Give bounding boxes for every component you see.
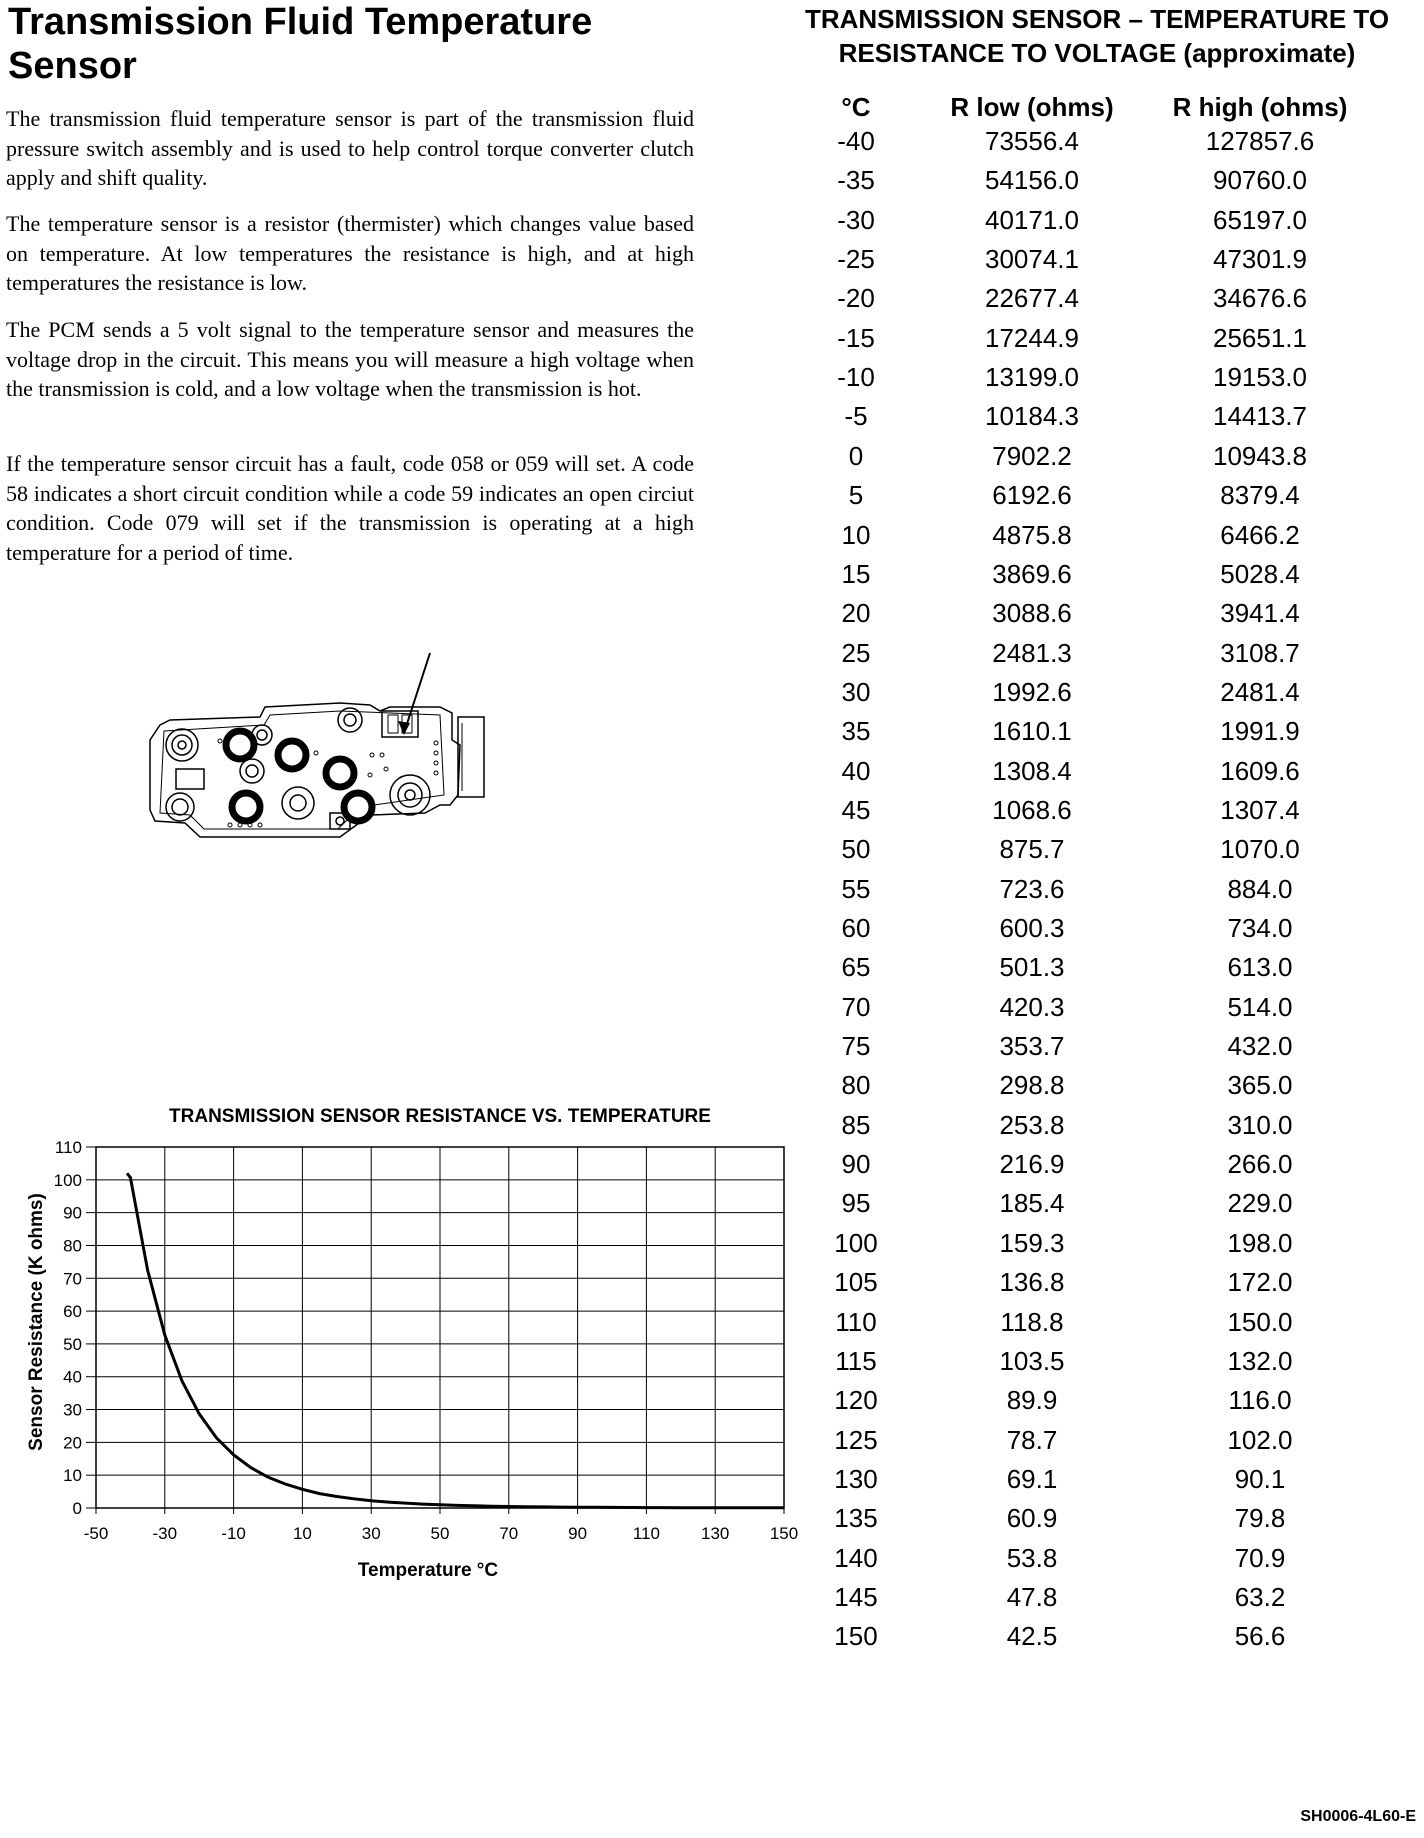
- table-cell-temperature: 10: [841, 519, 871, 550]
- table-cell-temperature: 45: [841, 794, 871, 825]
- table-cell-temperature: 125: [834, 1424, 878, 1455]
- table-cell-r-low: 1992.6: [992, 676, 1072, 707]
- table-cell-temperature: -15: [837, 322, 875, 353]
- table-cell-r-low: 69.1: [1006, 1463, 1058, 1494]
- table-cell-r-high: 1609.6: [1220, 755, 1300, 786]
- table-cell-temperature: -30: [837, 204, 875, 235]
- y-tick-label: 80: [63, 1236, 82, 1256]
- table-cell-r-high: 132.0: [1227, 1345, 1293, 1376]
- table-cell-r-high: 365.0: [1227, 1070, 1293, 1101]
- table-cell-r-high: 25651.1: [1213, 322, 1307, 353]
- table-cell-r-high: 14413.7: [1213, 401, 1307, 432]
- table-cell-r-high: 150.0: [1227, 1306, 1293, 1337]
- x-tick-label: 90: [568, 1524, 588, 1543]
- table-cell-r-high: 8379.4: [1220, 480, 1300, 511]
- table-cell-temperature: 35: [841, 716, 871, 747]
- table-cell-temperature: -10: [837, 362, 875, 393]
- table-cell-r-high: 63.2: [1234, 1581, 1286, 1612]
- x-tick-label: 10: [292, 1524, 312, 1543]
- table-cell-temperature: 135: [834, 1503, 878, 1534]
- table-cell-r-low: 136.8: [999, 1267, 1065, 1298]
- fault-codes-paragraph: If the temperature sensor circuit has a fault, code 058 or 059 will set. A code 58 indicates a short circuit condition while a code 59 indicates an open circiut condition. Code 079 will set if the transmission is operating at a high temperature for a period of time.: [6, 451, 694, 565]
- x-tick-label: -10: [221, 1524, 246, 1543]
- table-cell-r-low: 1610.1: [992, 716, 1072, 747]
- table-heading-line-2: RESISTANCE TO VOLTAGE (approximate): [838, 38, 1356, 68]
- table-cell-r-high: 90.1: [1234, 1463, 1286, 1494]
- table-cell-r-low: 875.7: [999, 834, 1065, 865]
- table-cell-r-high: 102.0: [1227, 1424, 1293, 1455]
- table-cell-temperature: 80: [841, 1070, 871, 1101]
- x-tick-label: 110: [632, 1524, 660, 1543]
- table-cell-r-low: 13199.0: [985, 362, 1079, 393]
- table-cell-temperature: 5: [848, 480, 864, 511]
- y-tick-label: 90: [63, 1203, 82, 1223]
- table-cell-temperature: 15: [841, 558, 871, 589]
- table-cell-temperature: -35: [837, 165, 875, 196]
- column-header-r-low: R low (ohms): [950, 92, 1114, 122]
- chart-title: TRANSMISSION SENSOR RESISTANCE VS. TEMPERATURE: [169, 1106, 711, 1127]
- x-tick-label: 130: [701, 1524, 730, 1543]
- y-tick-label: 0: [72, 1499, 82, 1518]
- y-tick-label: 40: [63, 1367, 82, 1387]
- table-cell-r-high: 1070.0: [1220, 834, 1300, 865]
- table-cell-r-high: 734.0: [1227, 913, 1293, 943]
- table-cell-r-high: 47301.9: [1213, 244, 1307, 275]
- y-tick-label: 20: [63, 1433, 82, 1453]
- column-header-temperature: °C: [841, 92, 871, 122]
- table-cell-r-low: 10184.3: [985, 401, 1079, 432]
- table-cell-temperature: 70: [841, 991, 871, 1022]
- pcm-signal-paragraph: The PCM sends a 5 volt signal to the temperature sensor and measures the voltage drop in the circuit. This means you will measure a high voltage when the transmission is cold, and a low voltage when the transmission is hot.: [6, 317, 694, 401]
- table-cell-temperature: 55: [841, 873, 871, 904]
- table-cell-r-high: 116.0: [1228, 1385, 1292, 1416]
- table-cell-r-high: 310.0: [1227, 1109, 1293, 1140]
- table-cell-r-low: 54156.0: [985, 165, 1079, 196]
- table-cell-temperature: 90: [841, 1149, 871, 1180]
- table-cell-r-high: 79.8: [1234, 1503, 1286, 1534]
- table-cell-r-high: 10943.8: [1213, 440, 1307, 471]
- table-cell-temperature: 130: [834, 1463, 878, 1494]
- footer-code: SH0006-4L60-E: [1300, 1808, 1416, 1825]
- table-cell-temperature: 30: [841, 676, 871, 707]
- thermistor-paragraph: The temperature sensor is a resistor (thermister) which changes value based on temperature. At low temperatures the resistance is high, and at high temperatures the resistance is low.: [6, 211, 694, 295]
- table-cell-temperature: 105: [834, 1267, 878, 1298]
- table-cell-r-low: 723.6: [999, 873, 1065, 904]
- table-cell-r-low: 4875.8: [992, 519, 1072, 550]
- table-cell-r-high: 613.0: [1227, 952, 1293, 983]
- x-tick-label: -30: [152, 1524, 178, 1543]
- table-cell-r-high: 432.0: [1227, 1031, 1293, 1062]
- table-cell-temperature: 75: [841, 1031, 871, 1062]
- page-title: Transmission Fluid Temperature Sensor: [8, 1, 593, 87]
- table-cell-temperature: 150: [834, 1621, 878, 1652]
- table-cell-r-low: 6192.6: [992, 480, 1072, 511]
- chart-grid: [96, 1147, 784, 1508]
- table-cell-temperature: -25: [837, 244, 875, 275]
- table-cell-r-low: 2481.3: [992, 637, 1072, 668]
- table-cell-r-high: 3108.7: [1220, 637, 1300, 668]
- table-cell-r-high: 3941.4: [1220, 598, 1300, 629]
- table-cell-r-low: 1068.6: [992, 794, 1072, 825]
- table-cell-temperature: 95: [841, 1188, 871, 1219]
- resistance-temperature-chart: [0, 1130, 820, 1590]
- table-cell-r-high: 34676.6: [1213, 283, 1307, 314]
- table-cell-r-high: 172.0: [1227, 1267, 1293, 1298]
- table-cell-r-high: 56.6: [1234, 1621, 1286, 1652]
- table-cell-temperature: 140: [834, 1542, 878, 1573]
- table-cell-r-low: 118.8: [1000, 1306, 1064, 1337]
- table-cell-r-high: 70.9: [1234, 1542, 1286, 1573]
- table-cell-r-low: 3869.6: [992, 558, 1072, 589]
- x-tick-label: 50: [430, 1524, 450, 1543]
- intro-paragraph: The transmission fluid temperature sensor is part of the transmission fluid pressure switch assembly and is used to help control torque converter clutch apply and shift quality.: [6, 106, 694, 190]
- table-cell-temperature: 25: [841, 637, 871, 668]
- table-cell-r-high: 229.0: [1227, 1188, 1293, 1219]
- table-heading-line-1: TRANSMISSION SENSOR – TEMPERATURE TO: [804, 4, 1390, 34]
- y-tick-label: 60: [63, 1302, 82, 1322]
- table-cell-r-low: 3088.6: [992, 598, 1072, 629]
- table-cell-r-low: 42.5: [1006, 1621, 1058, 1652]
- table-cell-r-low: 353.7: [999, 1031, 1065, 1062]
- table-cell-temperature: 100: [834, 1227, 878, 1258]
- x-tick-label: -50: [83, 1524, 109, 1543]
- table-cell-temperature: -40: [837, 126, 875, 156]
- table-cell-r-low: 600.3: [999, 913, 1065, 943]
- table-cell-r-low: 60.9: [1006, 1503, 1058, 1534]
- table-cell-temperature: 65: [841, 952, 871, 983]
- table-cell-temperature: 50: [841, 834, 871, 865]
- table-cell-r-low: 159.3: [999, 1227, 1065, 1258]
- y-axis-label: Sensor Resistance (K ohms): [26, 1193, 47, 1451]
- table-cell-r-high: 90760.0: [1213, 165, 1307, 196]
- table-cell-temperature: 115: [835, 1345, 877, 1376]
- table-cell-r-high: 6466.2: [1220, 519, 1300, 550]
- table-cell-r-high: 19153.0: [1213, 362, 1307, 393]
- y-tick-label: 70: [63, 1269, 82, 1289]
- table-cell-r-low: 30074.1: [985, 244, 1079, 275]
- table-cell-r-high: 514.0: [1227, 991, 1293, 1022]
- y-tick-label: 50: [63, 1334, 82, 1354]
- table-cell-r-high: 1991.9: [1220, 716, 1300, 747]
- column-header-r-high: R high (ohms): [1172, 92, 1348, 122]
- y-tick-label: 100: [53, 1170, 82, 1190]
- y-tick-label: 110: [54, 1138, 82, 1157]
- table-cell-r-high: 266.0: [1227, 1149, 1293, 1180]
- table-cell-r-low: 501.3: [999, 952, 1065, 983]
- resistance-curve: [127, 1173, 784, 1508]
- table-cell-r-high: 5028.4: [1220, 558, 1300, 589]
- table-cell-temperature: 0: [848, 440, 864, 471]
- table-cell-r-low: 103.5: [999, 1345, 1065, 1376]
- table-cell-temperature: 20: [841, 598, 871, 629]
- pressure-switch-assembly-illustration: [140, 645, 500, 855]
- table-cell-temperature: 145: [834, 1581, 878, 1612]
- table-cell-r-high: 884.0: [1227, 873, 1293, 904]
- y-tick-label: 30: [63, 1400, 82, 1420]
- table-cell-r-low: 22677.4: [985, 283, 1079, 314]
- y-tick-label: 10: [63, 1466, 82, 1486]
- table-cell-temperature: 60: [841, 913, 871, 943]
- table-cell-r-low: 420.3: [999, 991, 1065, 1022]
- table-heading: [770, 2, 1424, 70]
- x-axis-label: Temperature °C: [357, 1560, 499, 1581]
- x-tick-label: 30: [361, 1524, 381, 1543]
- x-tick-label: 70: [499, 1524, 519, 1543]
- table-cell-r-high: 2481.4: [1220, 676, 1300, 707]
- table-cell-r-low: 89.9: [1006, 1385, 1058, 1416]
- table-cell-r-low: 1308.4: [992, 755, 1072, 786]
- table-cell-temperature: 120: [834, 1385, 878, 1416]
- table-cell-r-low: 53.8: [1006, 1542, 1058, 1573]
- table-cell-r-high: 127857.6: [1205, 126, 1315, 156]
- table-cell-temperature: 85: [841, 1109, 871, 1140]
- table-cell-r-low: 17244.9: [985, 322, 1079, 353]
- table-cell-r-low: 7902.2: [992, 440, 1072, 471]
- table-cell-temperature: 40: [841, 755, 871, 786]
- table-cell-r-low: 298.8: [999, 1070, 1065, 1101]
- table-cell-r-low: 253.8: [999, 1109, 1065, 1140]
- table-cell-r-low: 47.8: [1006, 1581, 1058, 1612]
- table-cell-temperature: -5: [844, 401, 868, 432]
- table-cell-temperature: 110: [835, 1306, 877, 1337]
- table-cell-r-low: 73556.4: [985, 126, 1079, 156]
- table-cell-r-low: 216.9: [999, 1149, 1065, 1180]
- table-cell-r-low: 185.4: [999, 1188, 1065, 1219]
- table-cell-r-low: 78.7: [1006, 1424, 1058, 1455]
- table-cell-r-high: 65197.0: [1213, 204, 1307, 235]
- table-cell-r-low: 40171.0: [985, 204, 1079, 235]
- table-cell-r-high: 198.0: [1227, 1227, 1293, 1258]
- table-cell-r-high: 1307.4: [1220, 794, 1300, 825]
- x-tick-label: 150: [769, 1524, 799, 1543]
- table-cell-temperature: -20: [837, 283, 875, 314]
